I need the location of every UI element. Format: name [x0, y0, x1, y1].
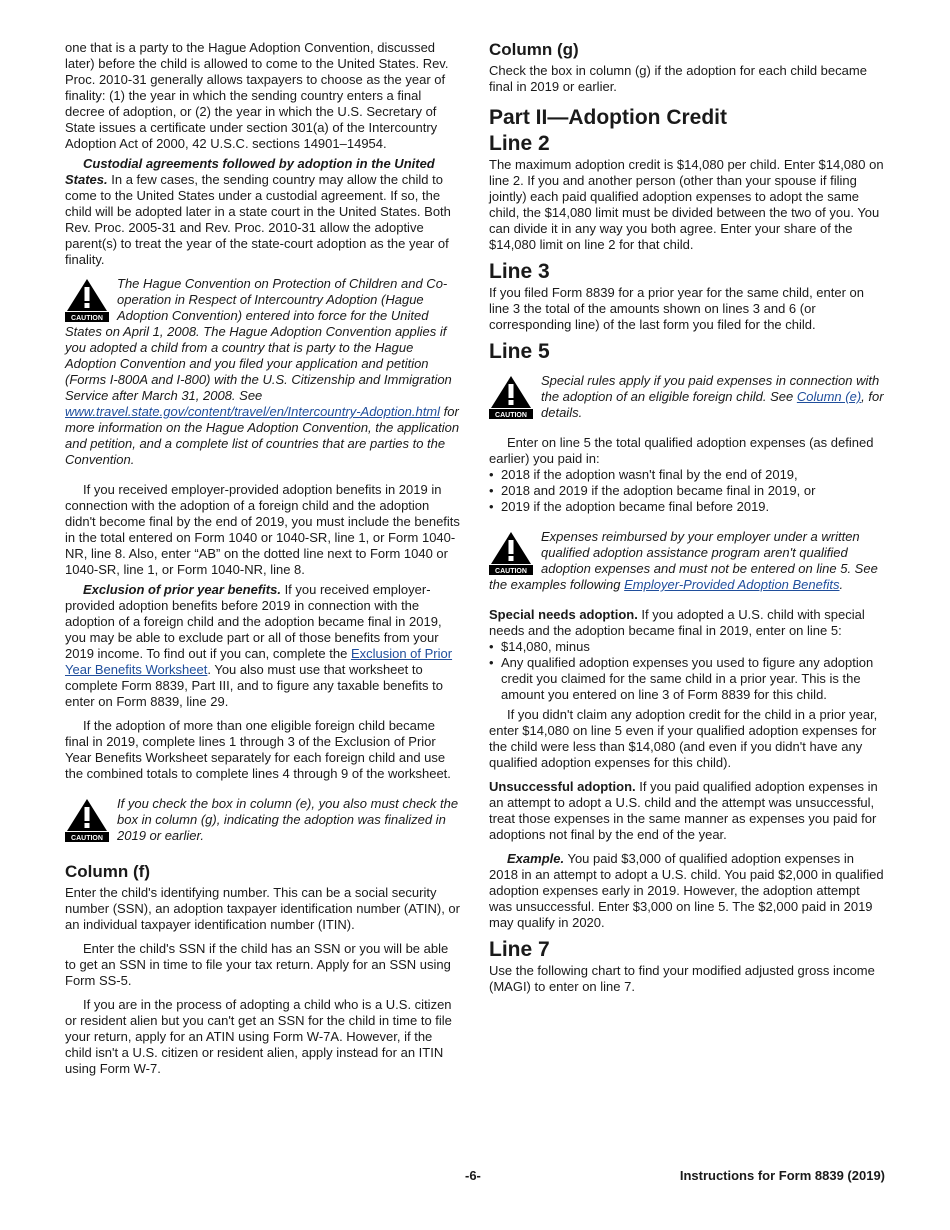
- paragraph-line-2: The maximum adoption credit is $14,080 per child. Enter $14,080 on line 2. If you and another person (other than your spouse if filing jointly) each paid qualified adoption expenses to adopt the same child, the $14,080 limit must be divided between the two of you. You can divide it in any way you both agree. Enter your share of the $14,080 limit on line 2 for that child.: [489, 157, 884, 252]
- caution-label: CAUTION: [71, 835, 103, 842]
- caution-foreign-text: Special rules apply if you paid expenses in connection with the adoption of an eligible foreign child. See: [541, 373, 880, 404]
- custodial-heading: Custodial agreements followed by adoption in the United States.: [65, 156, 435, 187]
- page-number: -6-: [465, 1168, 481, 1183]
- list-item: • $14,080, minus: [489, 639, 885, 655]
- line-5-bullet-list: [489, 467, 885, 515]
- heading-column-f: Column (f): [65, 862, 150, 881]
- paragraph-custodial: [65, 156, 461, 268]
- exclusion-after: . You also must use that worksheet to complete Form 8839, Part III, and to figure any taxable benefits to enter on Form 8839, line 29.: [65, 662, 443, 709]
- heading-line-3: Line 3: [489, 260, 550, 283]
- paragraph-employer-benefits: If you received employer-provided adoption benefits in 2019 in connection with the adoption of a foreign child and the adoption didn't become final by the end of 2019, you must include the benefits in the total entered on Form 1040 or 1040-SR, line 1, or Form 1040-NR, line 8. Also, enter “AB” on the dotted line next to Form 1040 or 1040-SR, line 1, or Form 1040-NR, line 8.: [65, 482, 460, 577]
- caution-box-column-e: [65, 796, 461, 844]
- footer-form-title: Instructions for Form 8839 (2019): [679, 1168, 885, 1183]
- link-exclusion-worksheet[interactable]: Exclusion of Prior Year Benefits Worksheet: [65, 646, 453, 677]
- paragraph-line-3: If you filed Form 8839 for a prior year for the same child, enter on line 3 the total of the amounts shown on lines 3 and 6 (or corresponding line) of the last form you filed for the child.: [489, 285, 865, 332]
- exclusion-heading: Exclusion of prior year benefits.: [83, 582, 281, 597]
- heading-line-5: Line 5: [489, 340, 550, 363]
- paragraph-line-7: Use the following chart to find your modified adjusted gross income (MAGI) to enter on line 7.: [489, 963, 875, 994]
- caution-icon: [65, 798, 109, 842]
- example-body: You paid $3,000 of qualified adoption expenses in 2018 in an attempt to adopt a U.S. child. You paid $2,000 in qualified adoption expenses early in 2019. However, the adoption attempt was unsuccessful. Enter $3,000 on line 5. The $2,000 paid in 2019 may qualify in 2020.: [489, 851, 884, 930]
- list-item: • 2019 if the adoption became final before 2019.: [489, 499, 885, 515]
- paragraph-column-f-3: If you are in the process of adopting a child who is a U.S. citizen or resident alien but you can't get an SSN for the child in time to file your return, apply for an ATIN using Form W-7A. However, if the child isn't a U.S. citizen or resident alien, apply instead for an ITIN using Form W-7.: [65, 997, 452, 1076]
- paragraph-exclusion: [65, 582, 461, 710]
- heading-part-2: Part II—Adoption Credit: [489, 106, 727, 129]
- special-needs-heading: Special needs adoption.: [489, 607, 638, 622]
- unsuccessful-heading: Unsuccessful adoption.: [489, 779, 636, 794]
- caution-label: CAUTION: [495, 568, 527, 575]
- heading-line-7: Line 7: [489, 938, 550, 961]
- link-travel-state-gov[interactable]: www.travel.state.gov/content/travel/en/Intercountry-Adoption.html: [65, 404, 441, 419]
- link-column-e[interactable]: Column (e): [796, 389, 862, 404]
- caution-foreign-after: , for details.: [541, 389, 884, 420]
- custodial-body: In a few cases, the sending country may allow the child to come to the United States under a custodial agreement. If so, the child will be adopted later in a state court in the United States. Both Rev. Proc. 2005-31 and Rev. Proc. 2010-31 allow the adoptive parent(s) to treat the year of the state-court adoption as the year of finality.: [65, 172, 451, 267]
- heading-column-g: Column (g): [489, 40, 579, 59]
- link-employer-provided-benefits[interactable]: Employer-Provided Adoption Benefits: [624, 577, 840, 592]
- list-item: • 2018 and 2019 if the adoption became final in 2019, or: [489, 483, 885, 499]
- list-item: • 2018 if the adoption wasn't final by the end of 2019,: [489, 467, 885, 483]
- exclusion-body: If you received employer-provided adoption benefits before 2019 in connection with the adoption of a foreign child and the adoption became final in 2019, you may be able to exclude part or all of those benefits from your 2019 income. To find out if you can, complete the: [65, 582, 442, 661]
- caution-box-hague: [65, 276, 461, 468]
- caution-label: CAUTION: [495, 412, 527, 419]
- caution-box-foreign-child: [489, 373, 885, 421]
- paragraph-intro: one that is a party to the Hague Adoption Convention, discussed later) before the child is allowed to come to the United States. Rev. Proc. 2010-31 generally allows taxpayers to choose as the year of finality: (1) the year in which the sending country enters a final decree of adoption, or (2) the year in which the U.S. Secretary of State issues a certificate under section 301(a) of the Intercountry Adoption Act of 2000, 42 U.S.C. sections 14901–14954.: [65, 40, 449, 151]
- caution-column-e-text: If you check the box in column (e), you also must check the box in column (g), indicating the adoption was finalized in 2019 or earlier.: [117, 796, 459, 843]
- right-column: [489, 40, 885, 995]
- paragraph-column-f-1: Enter the child's identifying number. This can be a social security number (SSN), an adoption taxpayer identification number (ATIN), or an individual taxpayer identification number (ITIN).: [65, 885, 460, 932]
- example-heading: Example.: [507, 851, 565, 866]
- paragraph-column-g: Check the box in column (g) if the adoption for each child became final in 2019 or earlier.: [489, 63, 867, 94]
- paragraph-line-5: Enter on line 5 the total qualified adoption expenses (as defined earlier) you paid in:: [489, 435, 874, 466]
- caution-icon: [489, 531, 533, 575]
- special-needs-body: If you adopted a U.S. child with special needs and the adoption became final in 2019, enter on line 5:: [489, 607, 865, 638]
- paragraph-unsuccessful: [489, 779, 885, 843]
- caution-box-employer-reimbursed: [489, 529, 885, 593]
- unsuccessful-body: If you paid qualified adoption expenses in an attempt to adopt a U.S. child and the attempt was unsuccessful, treat those expenses in the same manner as expenses you paid for adoptions not final by the end of the year.: [489, 779, 878, 842]
- paragraph-column-f-2: Enter the child's SSN if the child has an SSN or you will be able to get an SSN in time to file your tax return. Apply for an SSN using Form SS-5.: [65, 941, 451, 988]
- paragraph-example: [489, 851, 885, 931]
- caution-employer-after: .: [839, 577, 844, 592]
- left-column: [65, 40, 461, 1077]
- caution-icon: [489, 375, 533, 419]
- paragraph-more-than-one: If the adoption of more than one eligible foreign child became final in 2019, complete lines 1 through 3 of the Exclusion of Prior Year Benefits Worksheet separately for each foreign child and use the combined totals to complete lines 4 through 9 of the worksheet.: [65, 718, 451, 781]
- caution-label: CAUTION: [71, 315, 103, 322]
- caution-hague-after: for more information on the Hague Adoption Convention, the application and petition, and a complete list of countries that are parties to the Convention.: [65, 404, 460, 467]
- list-item: • Any qualified adoption expenses you used to figure any adoption credit you claimed for the same child in a prior year. This is the amount you entered on line 3 of Form 8839 for this child.: [489, 655, 885, 703]
- paragraph-special-needs-2: If you didn't claim any adoption credit for the child in a prior year, enter $14,080 on line 5 even if your qualified adoption expenses for the child were less than $14,080 (and even if you didn't have any qualified adoption expenses for this child).: [489, 707, 878, 770]
- special-needs-bullet-list: [489, 639, 885, 703]
- caution-hague-text: The Hague Convention on Protection of Children and Co-operation in Respect of Intercountry Adoption (Hague Adoption Convention) entered into force for the United States on April 1, 2008. The Hague Adoption Convention applies if you adopted a child from a country that is party to the Hague Adoption Convention and you filed your application and petition (Forms I-800A and I-800) with the U.S. Citizenship and Immigration Service after March 31, 2008. See: [65, 276, 452, 403]
- caution-icon: [65, 278, 109, 322]
- caution-employer-text: Expenses reimbursed by your employer under a written qualified adoption assistance program aren't qualified adoption expenses and must not be entered on line 5. See the examples following: [489, 529, 878, 592]
- heading-line-2: Line 2: [489, 132, 550, 155]
- paragraph-special-needs: [489, 607, 885, 639]
